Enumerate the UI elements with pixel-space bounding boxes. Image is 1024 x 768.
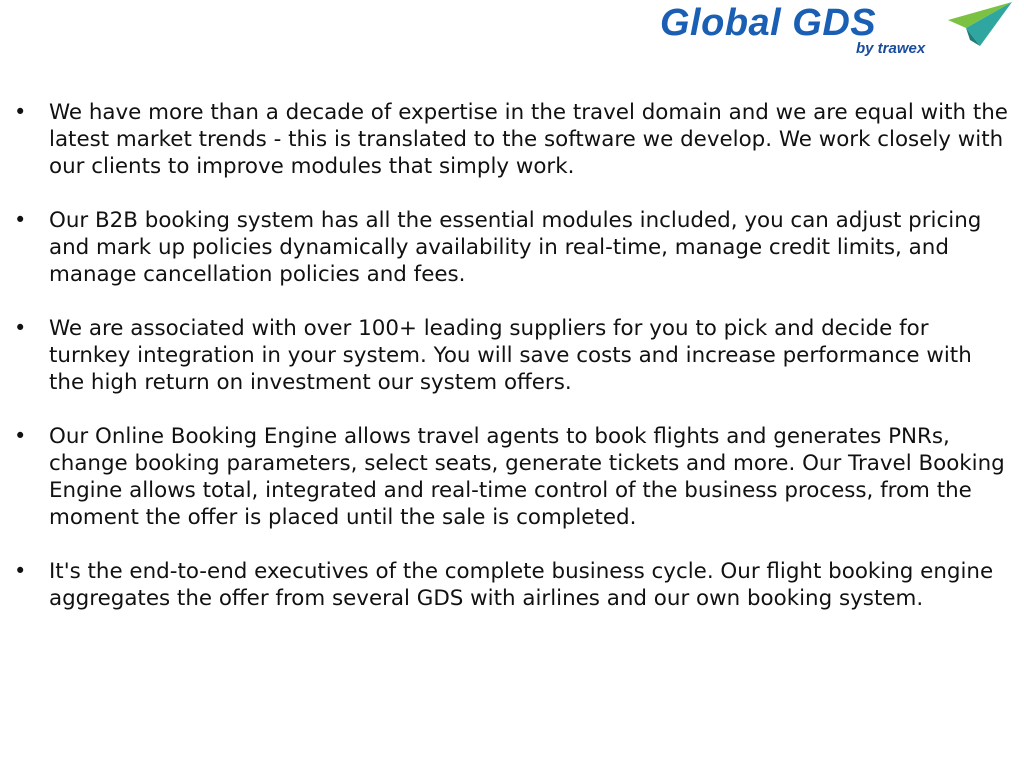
bullet-marker: • (14, 424, 27, 448)
bullet-marker: • (14, 100, 27, 124)
list-item-text: We are associated with over 100+ leading suppliers for you to pick and decide for turnkey integration in your system. You will save costs and increase performance with the high return on investment our system offers. (49, 316, 972, 395)
list-item (12, 423, 1012, 531)
list-item (12, 207, 1012, 288)
list-item-text: We have more than a decade of expertise in the travel domain and we are equal with the latest market trends - this is translated to the software we develop. We work closely with our clients to improve modules that simply work. (49, 100, 1008, 179)
bullet-marker: • (14, 316, 27, 340)
list-item-text: Our Online Booking Engine allows travel agents to book flights and generates PNRs, change booking parameters, select seats, generate tickets and more. Our Travel Booking Engine allows total, integrated and real-time control of the business process, from the moment the offer is placed until the sale is completed. (49, 424, 1005, 530)
bullet-marker: • (14, 559, 27, 583)
bullet-marker: • (14, 208, 27, 232)
list-item (12, 99, 1012, 180)
paper-plane-icon (946, 0, 1016, 50)
logo-text: Global GDS (660, 2, 877, 44)
list-item (12, 558, 1012, 612)
logo-tagline: by trawex (856, 40, 926, 57)
list-item-text: It's the end-to-end executives of the complete business cycle. Our flight booking engine aggregates the offer from several GDS with airlines and our own booking system. (49, 559, 994, 611)
brand-logo (660, 0, 1024, 64)
bullet-list (12, 99, 1012, 639)
list-item (12, 315, 1012, 396)
list-item-text: Our B2B booking system has all the essential modules included, you can adjust pricing and mark up policies dynamically availability in real-time, manage credit limits, and manage cancellation policies and fees. (49, 208, 982, 287)
